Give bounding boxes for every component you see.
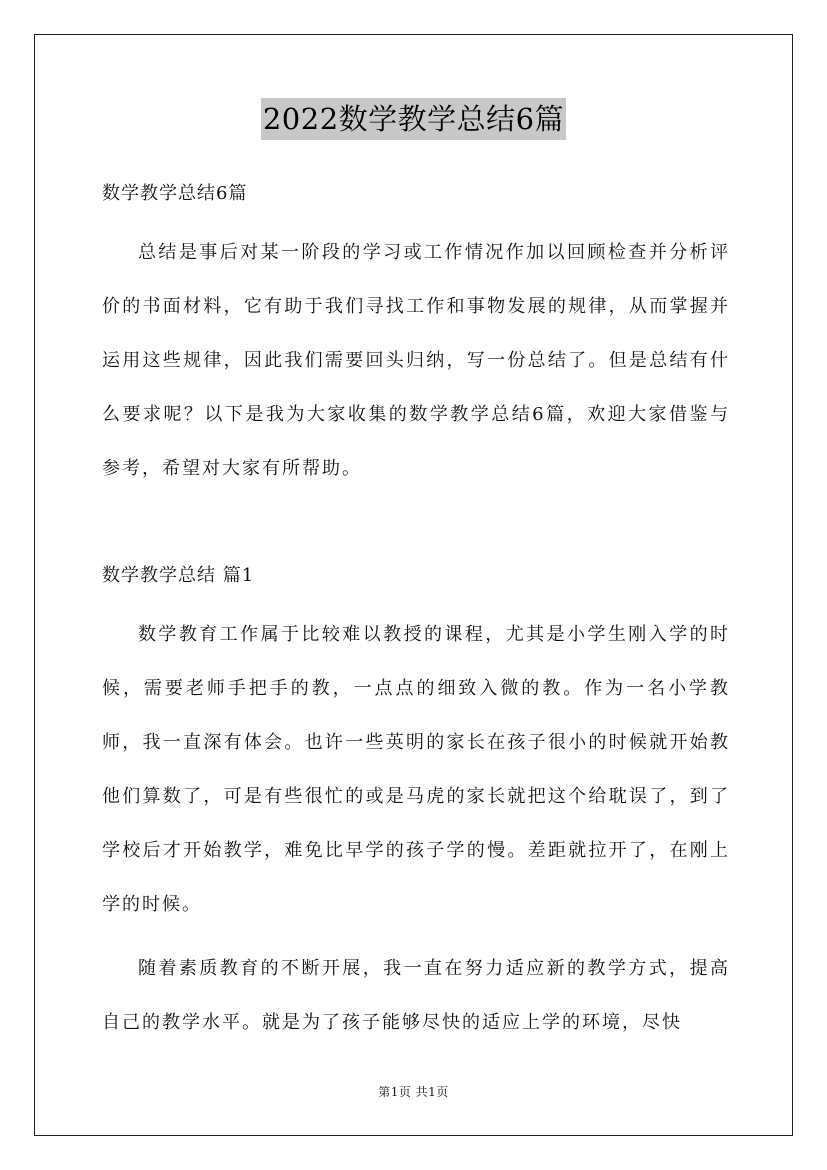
page-number-footer: 第1页 共1页 [378, 1085, 449, 1099]
section-paragraph-2: 随着素质教育的不断开展，我一直在努力适应新的教学方式，提高自己的教学水平。就是为了孩子能够尽快的适应上学的环境，尽快 [102, 958, 730, 1033]
intro-paragraph: 总结是事后对某一阶段的学习或工作情况作加以回顾检查并分析评价的书面材料，它有助于我们寻找工作和事物发展的规律，从而掌握并运用这些规律，因此我们需要回头归纳，写一份总结了。但是总结有什么要求呢？以下是我为大家收集的数学教学总结6篇，欢迎大家借鉴与参考，希望对大家有所帮助。 [102, 242, 730, 479]
section-paragraph-1: 数学教育工作属于比较难以教授的课程，尤其是小学生刚入学的时候，需要老师手把手的教，一点点的细致入微的教。作为一名小学教师，我一直深有体会。也许一些英明的家长在孩子很小的时候就开始教他们算数了，可是有些很忙的或是马虎的家长就把这个给耽误了，到了学校后才开始教学，难免比早学的孩子学的慢。差距就拉开了，在刚上学的时候。 [102, 624, 730, 915]
section-heading: 数学教学总结 篇1 [102, 565, 255, 586]
document-subtitle: 数学教学总结6篇 [102, 183, 248, 204]
title-container [0, 98, 827, 140]
document-body [102, 172, 730, 1050]
document-title: 2022数学教学总结6篇 [261, 98, 566, 140]
